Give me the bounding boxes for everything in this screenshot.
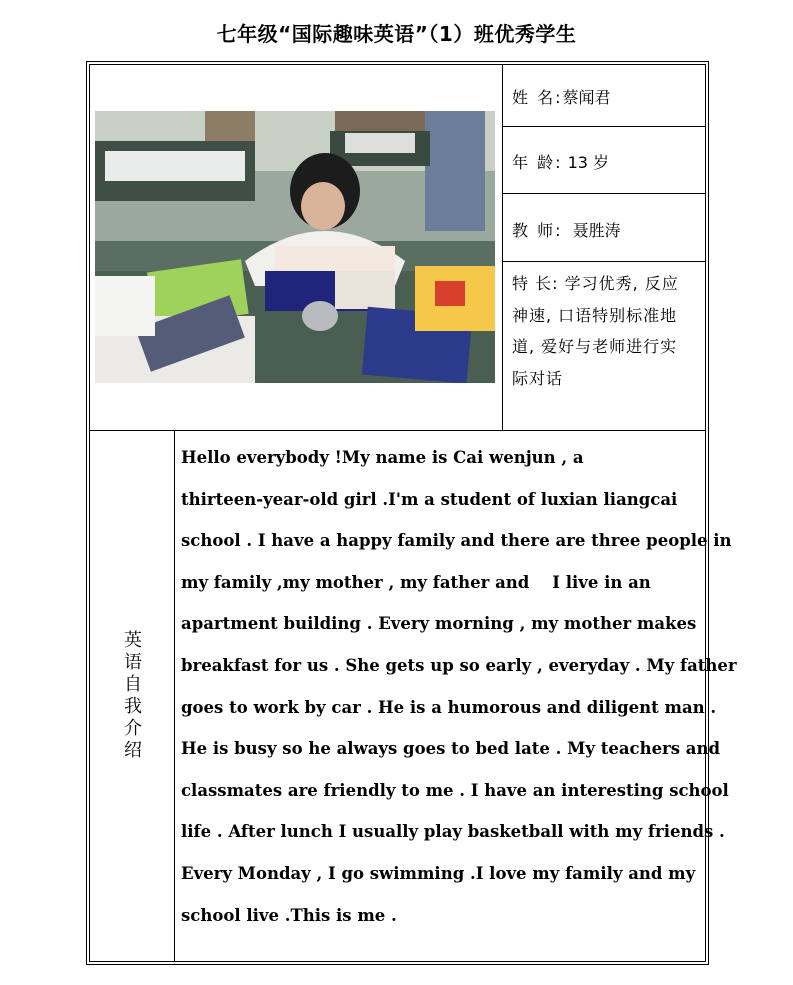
intro-line: school live .This is me . (181, 905, 397, 925)
section-label-char: 自 (124, 674, 142, 695)
intro-line: breakfast for us . She gets up so early , everyday . My father (181, 655, 737, 675)
intro-line: Every Monday , I go swimming .I love my family and my (181, 863, 696, 883)
section-label-char: 英 (124, 630, 142, 651)
intro-line: thirteen-year-old girl .I'm a student of luxian liangcai (181, 489, 678, 509)
divider (89, 430, 706, 431)
specialty-text (512, 268, 702, 394)
intro-line: life . After lunch I usually play basketball with my friends . (181, 822, 725, 842)
specialty-line: 道, 爱好与老师进行实 (512, 337, 678, 356)
divider (174, 430, 175, 962)
age-value: 13 岁 (567, 153, 610, 172)
intro-line: He is busy so he always goes to bed late . My teachers and (181, 739, 721, 759)
intro-line: my family ,my mother , my father and I live in an (181, 572, 651, 592)
page-title: 七年级“国际趣味英语”（1）班优秀学生 (216, 22, 577, 46)
intro-line: Hello everybody !My name is Cai wenjun , a (181, 448, 584, 467)
age-row (512, 150, 609, 173)
section-label-char: 语 (124, 652, 142, 673)
section-label-char: 我 (124, 696, 142, 717)
section-label-char: 绍 (124, 740, 142, 761)
specialty-line: 神速, 口语特别标准地 (512, 305, 678, 325)
name-value: 蔡闻君 (562, 88, 611, 107)
divider (502, 261, 706, 262)
age-label: 年 龄: (512, 153, 563, 172)
intro-line: classmates are friendly to me . I have an interesting school (181, 780, 729, 800)
divider (502, 126, 706, 127)
intro-line: school . I have a happy family and there are three people in (181, 531, 732, 551)
specialty-line: 际对话 (512, 368, 564, 388)
name-label: 姓 名: (512, 88, 563, 107)
specialty-line: 特 长: 学习优秀, 反应 (512, 274, 679, 293)
section-label (118, 630, 148, 762)
teacher-label: 教 师: (512, 221, 563, 240)
divider (502, 64, 503, 430)
teacher-row (512, 218, 621, 241)
teacher-value: 聂胜涛 (572, 221, 621, 240)
section-label-char: 介 (124, 718, 142, 739)
self-introduction-text (181, 437, 737, 936)
name-row (512, 85, 611, 108)
intro-line: apartment building . Every morning , my mother makes (181, 614, 697, 634)
divider (502, 193, 706, 194)
student-photo (95, 111, 495, 383)
intro-line: goes to work by car . He is a humorous and diligent man . (181, 697, 717, 717)
